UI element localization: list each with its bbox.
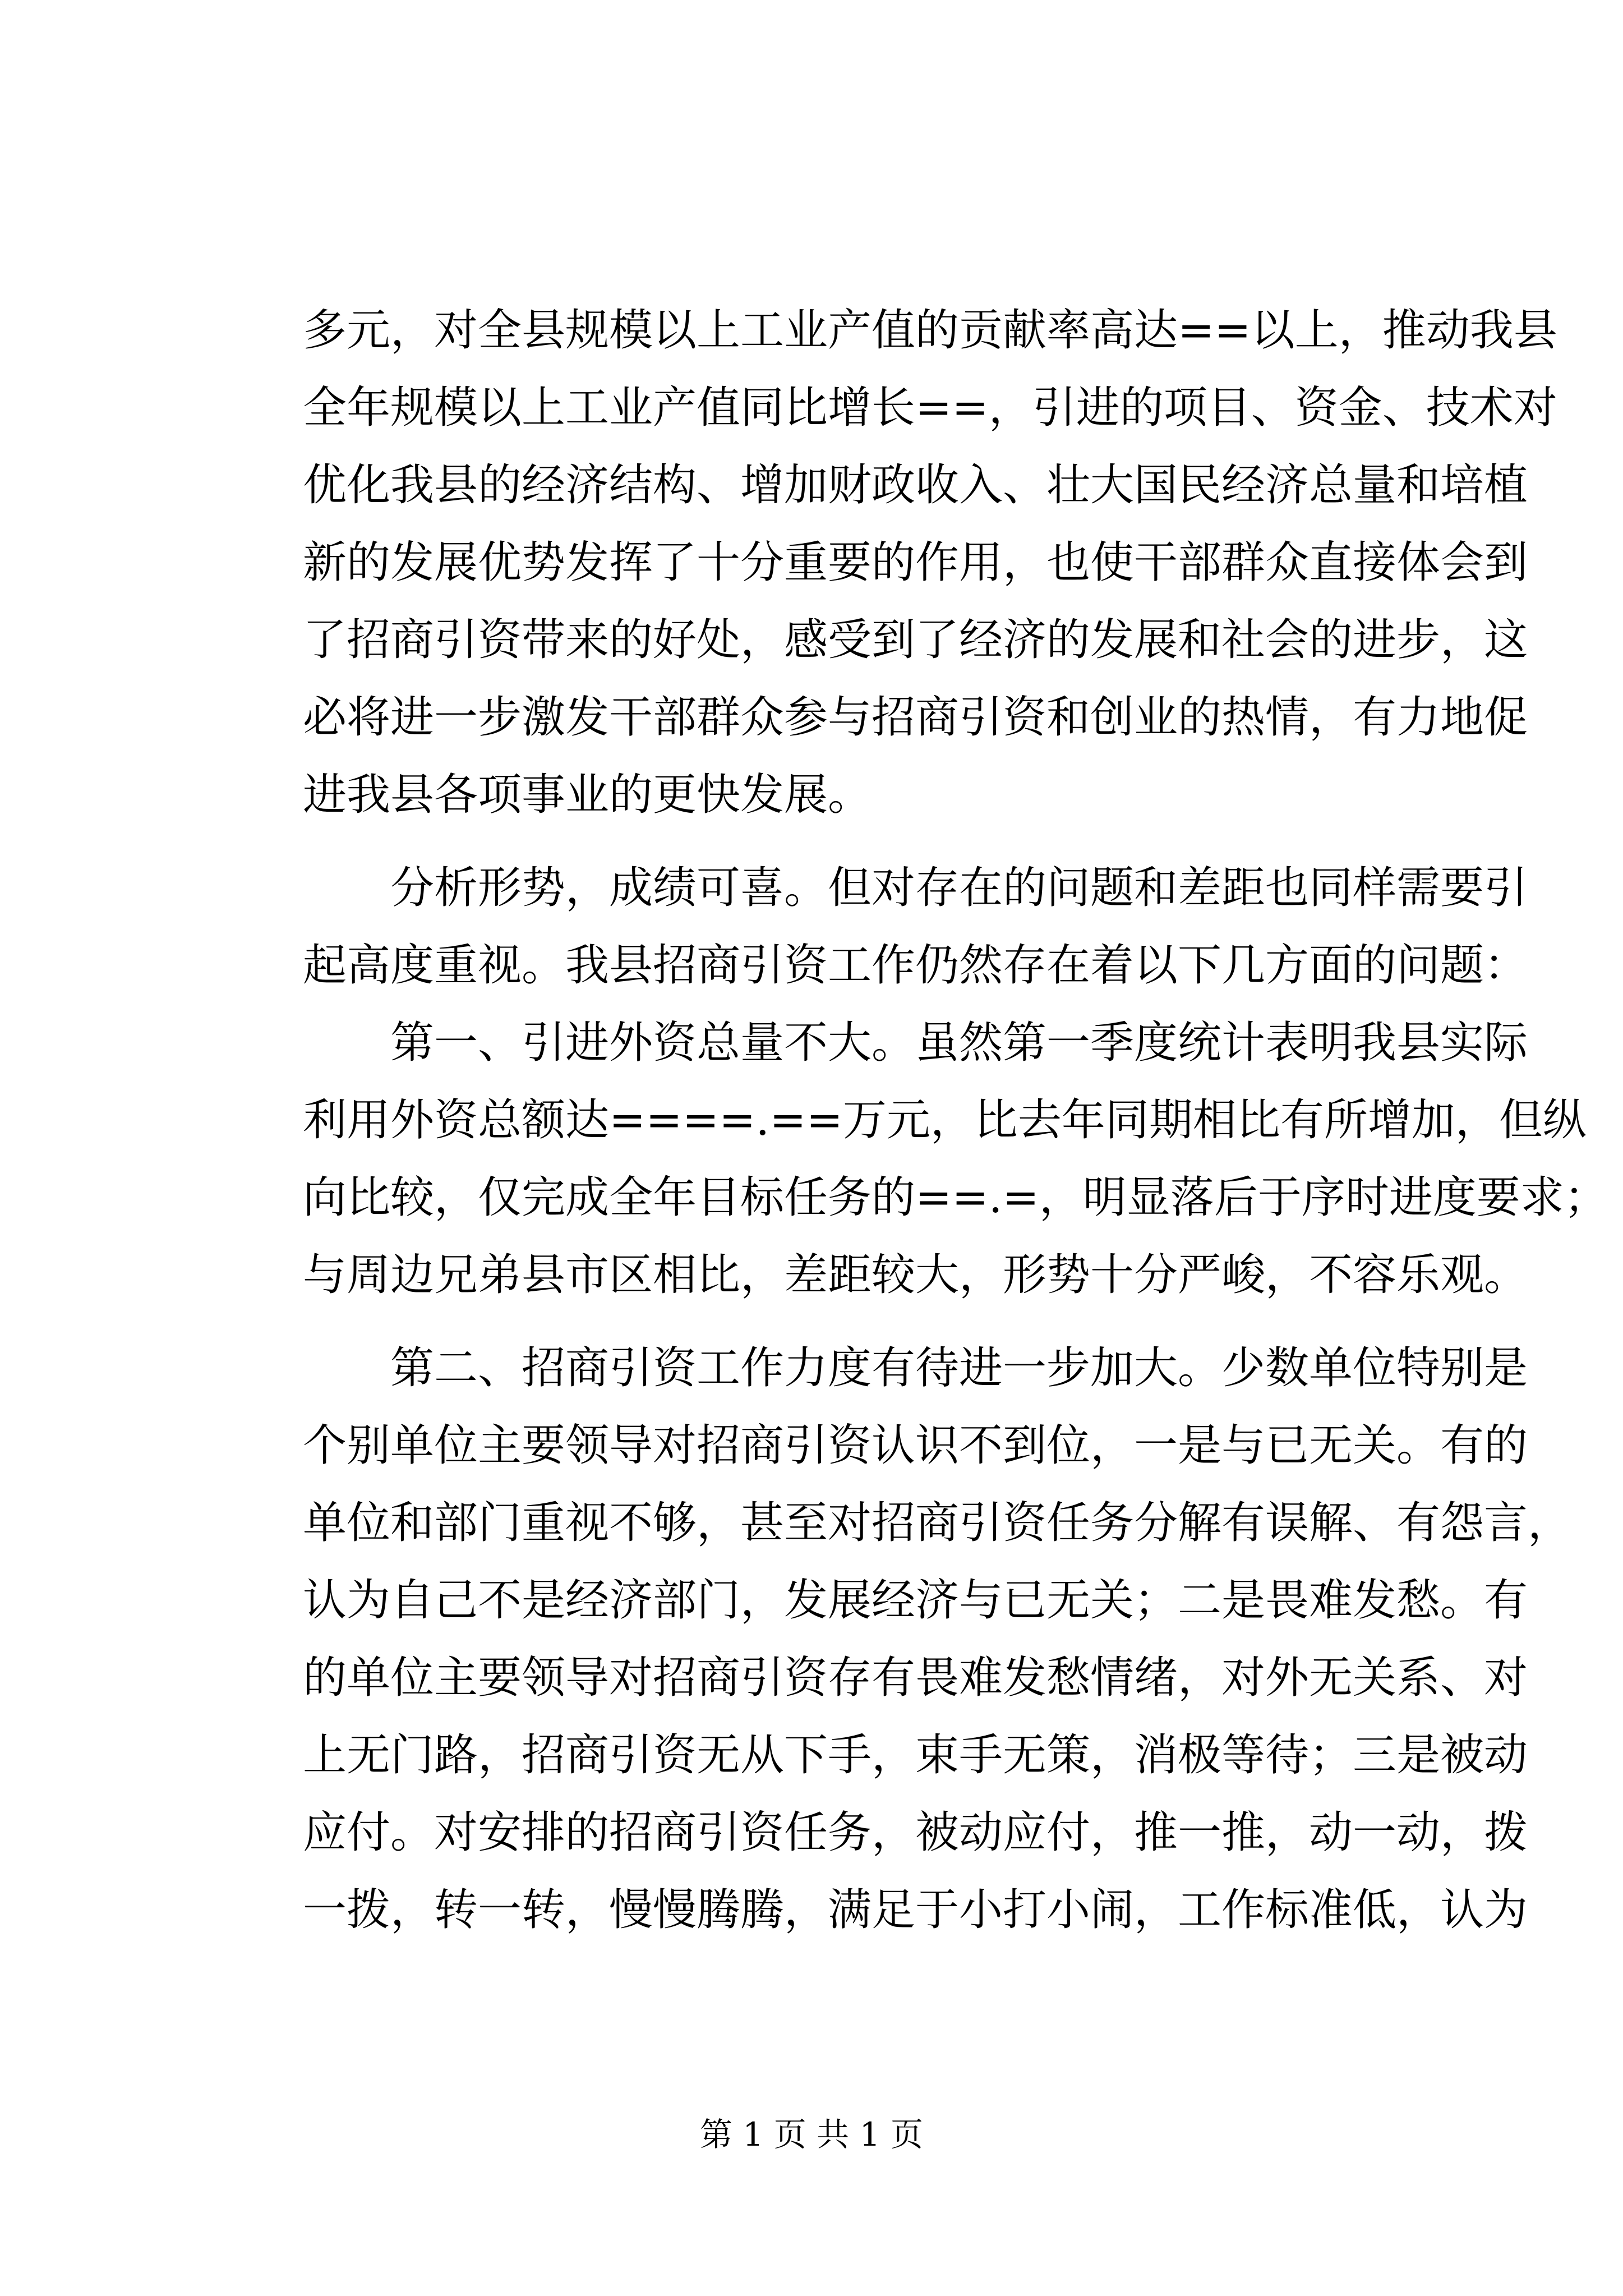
text-line: 认为自己不是经济部门，发展经济与已无关；二是畏难发愁。有 (303, 1575, 1528, 1626)
text-line: 了招商引资带来的好处，感受到了经济的发展和社会的进步，这 (303, 615, 1528, 665)
text-line: 起高度重视。我县招商引资工作仍然存在着以下几方面的问题： (303, 940, 1528, 991)
text-line: 第一、引进外资总量不大。虽然第一季度统计表明我县实际 (303, 1018, 1528, 1068)
paragraph-gap (303, 834, 1419, 849)
paragraph-2 (303, 849, 1528, 1004)
text-line: 第二、招商引资工作力度有待进一步加大。少数单位特别是 (303, 1343, 1528, 1393)
text-line: 上无门路，招商引资无从下手，束手无策，消极等待；三是被动 (303, 1730, 1528, 1780)
text-line: 分析形势，成绩可喜。但对存在的问题和差距也同样需要引 (303, 863, 1528, 913)
page-number-label: 第 1 页 共 1 页 (700, 2115, 923, 2154)
text-line: 利用外资总额达====.==万元，比去年同期相比有所增加，但纵 (303, 1095, 1587, 1145)
text-line: 应付。对安排的招商引资任务，被动应付，推一推，动一动，拨 (303, 1807, 1528, 1858)
text-line: 的单位主要领导对招商引资存有畏难发愁情绪，对外无关系、对 (303, 1653, 1528, 1703)
document-body (303, 292, 1608, 1949)
text-line: 一拨，转一转，慢慢腾腾，满足于小打小闹，工作标准低，认为 (303, 1885, 1528, 1935)
paragraph-gap (303, 1314, 1419, 1329)
text-line: 全年规模以上工业产值同比增长==，引进的项目、资金、技术对 (303, 383, 1557, 433)
text-line: 多元，对全县规模以上工业产值的贡献率高达==以上，推动我县 (303, 305, 1557, 356)
text-line: 必将进一步激发干部群众参与招商引资和创业的热情，有力地促 (303, 692, 1528, 743)
text-line: 个别单位主要领导对招商引资认识不到位，一是与已无关。有的 (303, 1420, 1528, 1471)
text-line: 进我县各项事业的更快发展。 (303, 770, 872, 820)
page-footer (0, 2115, 1623, 2154)
text-line: 与周边兄弟县市区相比，差距较大，形势十分严峻，不容乐观。 (303, 1250, 1528, 1300)
text-line: 新的发展优势发挥了十分重要的作用，也使干部群众直接体会到 (303, 537, 1528, 588)
paragraph-3 (303, 1004, 1608, 1314)
text-line: 单位和部门重视不够，甚至对招商引资任务分解有误解、有怨言， (303, 1498, 1572, 1548)
paragraph-4 (303, 1329, 1572, 1949)
text-line: 向比较，仅完成全年目标任务的==.=，明显落后于序时进度要求； (303, 1172, 1608, 1223)
paragraph-1 (303, 292, 1557, 834)
text-line: 优化我县的经济结构、增加财政收入、壮大国民经济总量和培植 (303, 460, 1528, 510)
